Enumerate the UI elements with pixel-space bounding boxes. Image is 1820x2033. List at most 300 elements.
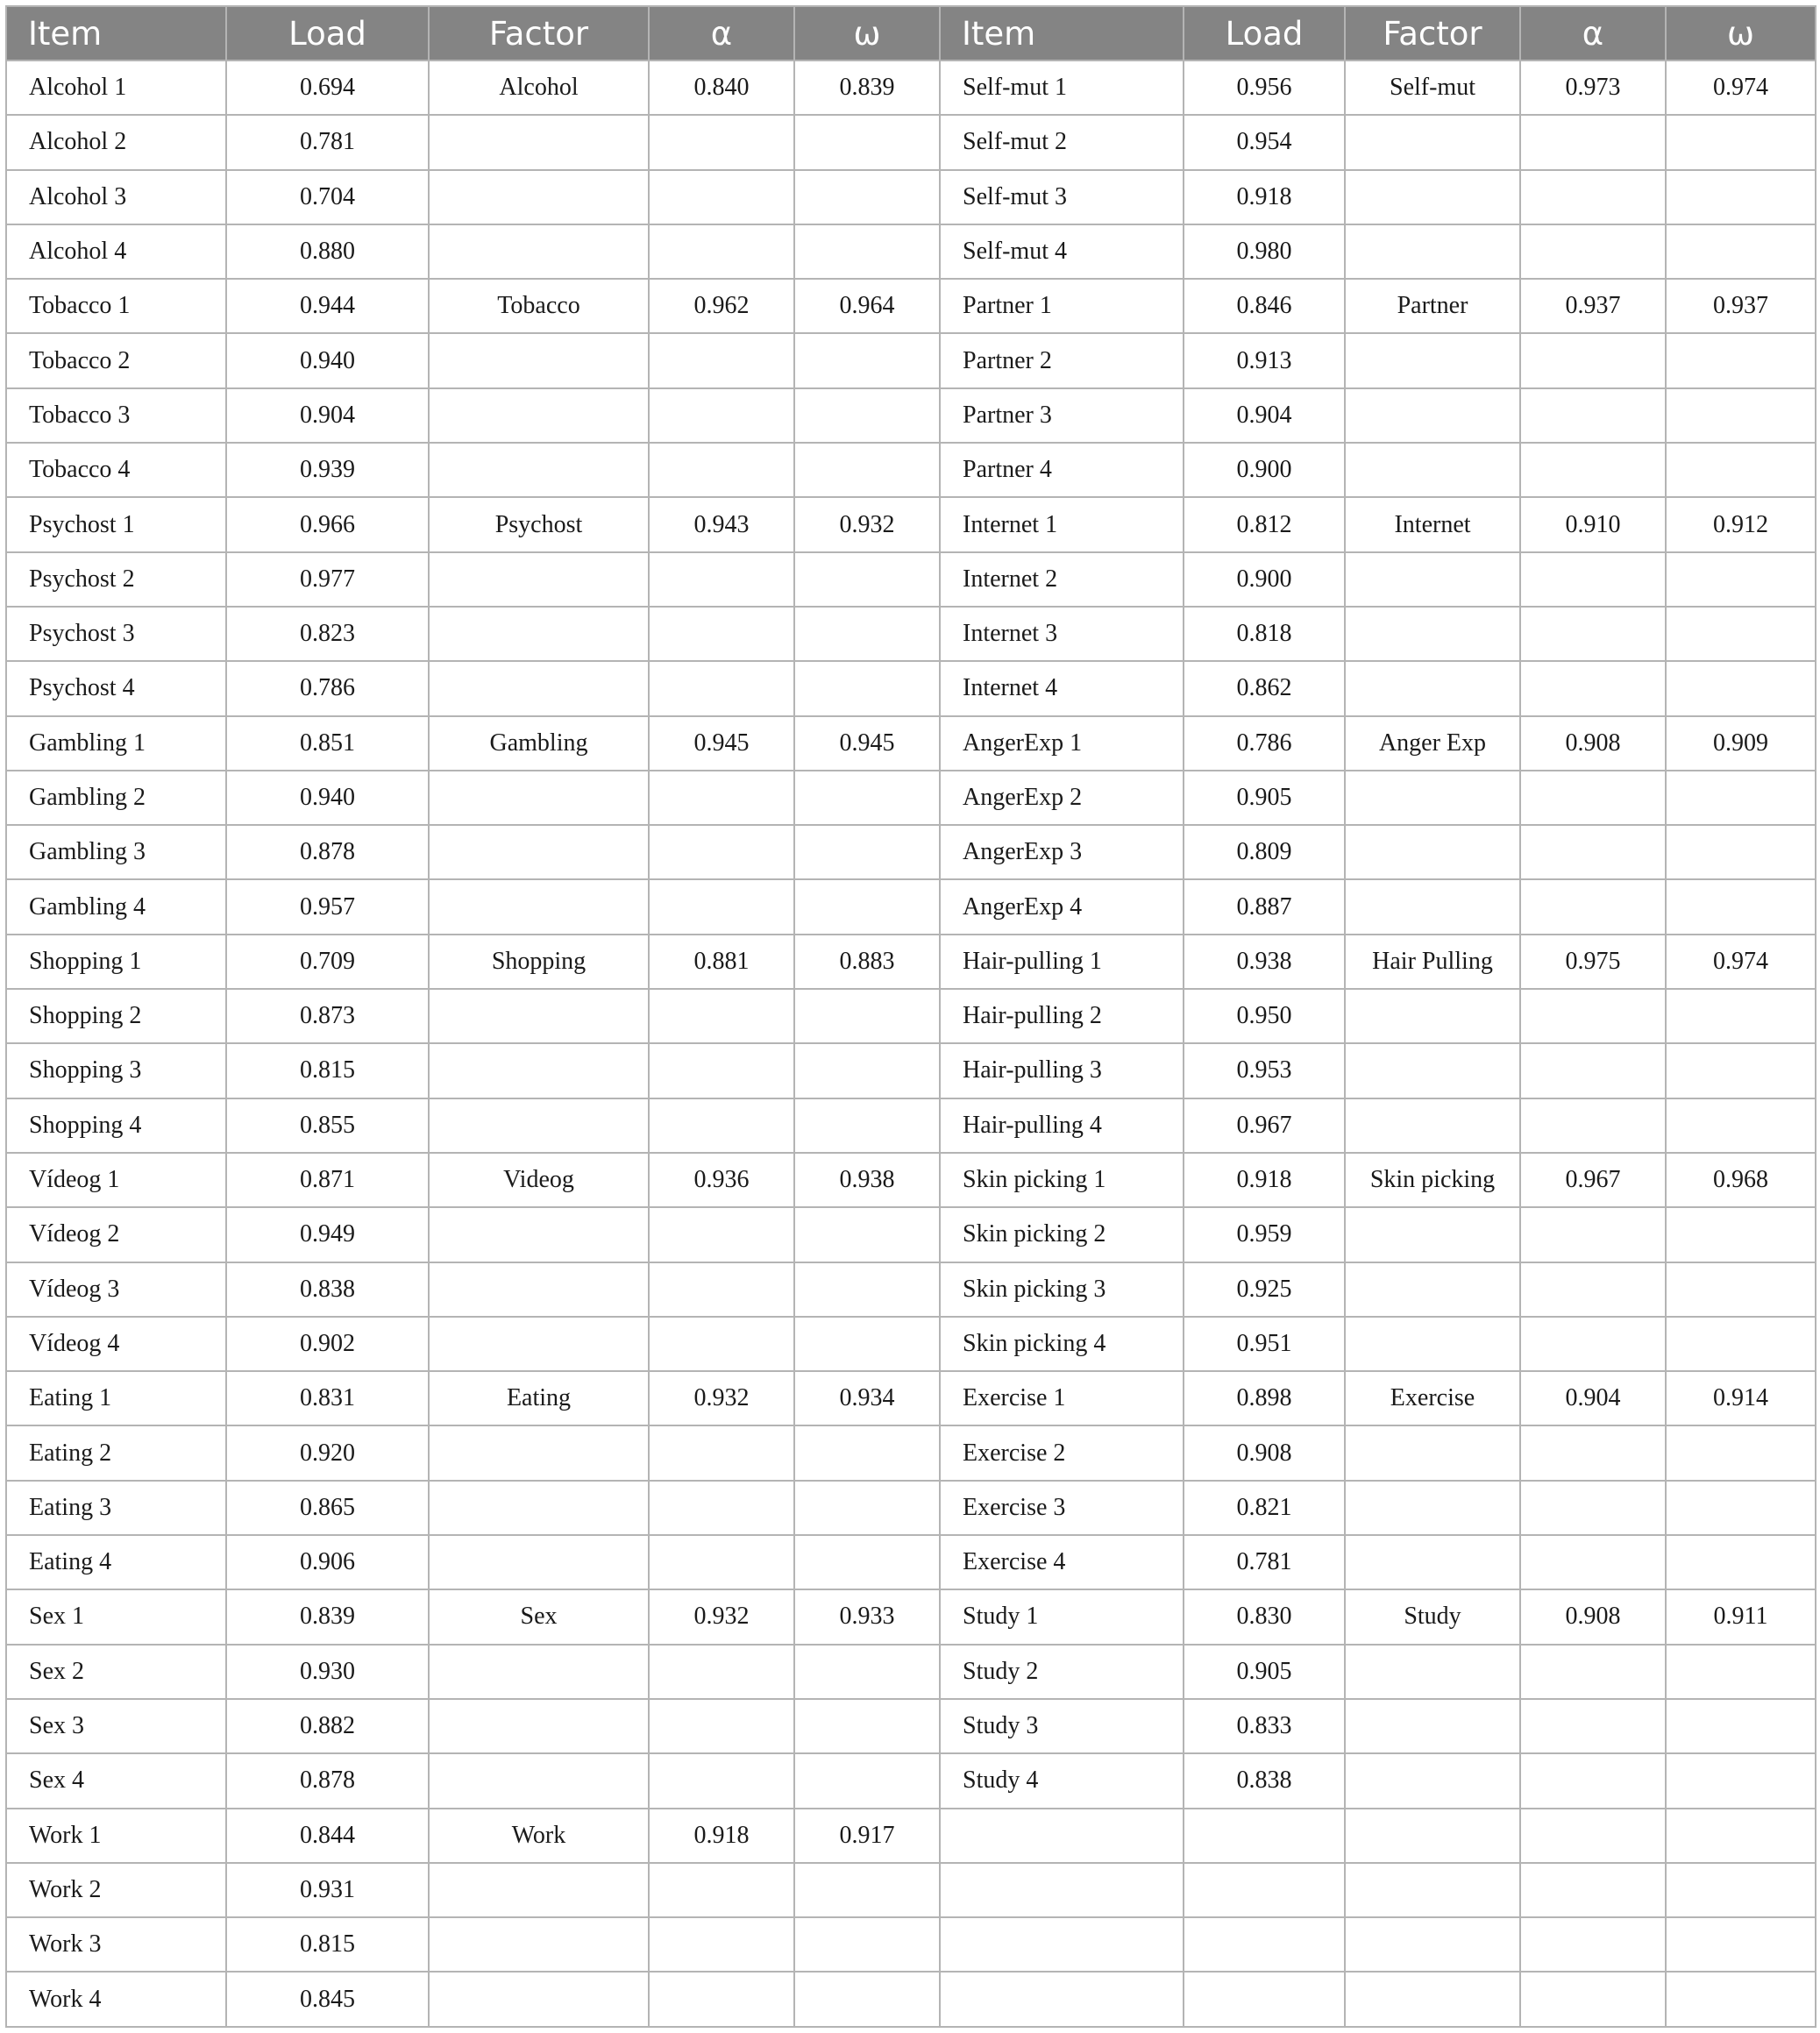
cell-factor-right — [1345, 1972, 1520, 2026]
cell-omega-right — [1666, 1043, 1816, 1098]
cell-omega-left — [794, 879, 940, 934]
table-row — [6, 1153, 1816, 1207]
cell-load-right — [1184, 1917, 1345, 1972]
cell-load-right — [1184, 1809, 1345, 1863]
cell-alpha-right: 0.908 — [1520, 1589, 1666, 1644]
cell-alpha-right — [1520, 115, 1666, 169]
cell-item-left: Eating 1 — [6, 1371, 226, 1425]
cell-alpha-right — [1520, 661, 1666, 715]
cell-alpha-right — [1520, 1262, 1666, 1317]
table-row — [6, 1262, 1816, 1317]
cell-item-left: Gambling 3 — [6, 825, 226, 879]
cell-load-left: 0.906 — [226, 1535, 429, 1589]
cell-load-left: 0.878 — [226, 825, 429, 879]
cell-factor-right — [1345, 1699, 1520, 1753]
cell-factor-right — [1345, 1481, 1520, 1535]
cell-factor-right: Internet — [1345, 497, 1520, 551]
cell-omega-left — [794, 989, 940, 1043]
cell-item-left: Vídeog 2 — [6, 1207, 226, 1262]
cell-factor-left — [429, 1535, 649, 1589]
cell-omega-left — [794, 1917, 940, 1972]
cell-omega-left — [794, 1425, 940, 1480]
cell-alpha-left — [649, 1481, 794, 1535]
cell-item-right: Self-mut 1 — [940, 60, 1184, 115]
cell-factor-right — [1345, 1207, 1520, 1262]
cell-item-left: Shopping 3 — [6, 1043, 226, 1098]
cell-load-left: 0.966 — [226, 497, 429, 551]
cell-omega-right: 0.974 — [1666, 935, 1816, 989]
cell-omega-left — [794, 552, 940, 607]
cell-load-left: 0.845 — [226, 1972, 429, 2026]
cell-item-left: Shopping 2 — [6, 989, 226, 1043]
table-row — [6, 443, 1816, 497]
cell-omega-right — [1666, 825, 1816, 879]
cell-alpha-left — [649, 1098, 794, 1153]
cell-omega-right — [1666, 443, 1816, 497]
cell-omega-left: 0.883 — [794, 935, 940, 989]
cell-omega-left — [794, 1863, 940, 1917]
cell-factor-left — [429, 1043, 649, 1098]
cell-alpha-right — [1520, 552, 1666, 607]
cell-alpha-left — [649, 1425, 794, 1480]
cell-item-left: Work 2 — [6, 1863, 226, 1917]
cell-load-left: 0.831 — [226, 1371, 429, 1425]
cell-load-right: 0.809 — [1184, 825, 1345, 879]
cell-factor-right — [1345, 879, 1520, 934]
table-row — [6, 60, 1816, 115]
cell-item-right: Study 3 — [940, 1699, 1184, 1753]
cell-alpha-right — [1520, 1481, 1666, 1535]
cell-item-right: Hair-pulling 3 — [940, 1043, 1184, 1098]
cell-alpha-left — [649, 661, 794, 715]
cell-item-left: Psychost 3 — [6, 607, 226, 661]
header-item-right: Item — [940, 6, 1184, 60]
cell-factor-right: Exercise — [1345, 1371, 1520, 1425]
cell-item-right: Self-mut 4 — [940, 224, 1184, 279]
cell-factor-left — [429, 989, 649, 1043]
cell-factor-right — [1345, 989, 1520, 1043]
header-load-right: Load — [1184, 6, 1345, 60]
cell-omega-left — [794, 1481, 940, 1535]
table-row — [6, 1645, 1816, 1699]
cell-load-left: 0.940 — [226, 771, 429, 825]
cell-factor-left — [429, 1699, 649, 1753]
cell-factor-right — [1345, 388, 1520, 443]
cell-load-left: 0.694 — [226, 60, 429, 115]
cell-omega-right — [1666, 552, 1816, 607]
cell-factor-right — [1345, 825, 1520, 879]
cell-omega-right — [1666, 1425, 1816, 1480]
cell-alpha-right — [1520, 879, 1666, 934]
cell-item-right: Hair-pulling 4 — [940, 1098, 1184, 1153]
cell-omega-right — [1666, 607, 1816, 661]
table-row — [6, 1917, 1816, 1972]
cell-load-left: 0.838 — [226, 1262, 429, 1317]
cell-alpha-left — [649, 989, 794, 1043]
cell-item-right: Exercise 3 — [940, 1481, 1184, 1535]
cell-alpha-left: 0.918 — [649, 1809, 794, 1863]
table-row — [6, 1809, 1816, 1863]
cell-alpha-right: 0.973 — [1520, 60, 1666, 115]
cell-omega-right — [1666, 1863, 1816, 1917]
cell-item-left: Gambling 2 — [6, 771, 226, 825]
cell-omega-right — [1666, 388, 1816, 443]
cell-item-left: Sex 4 — [6, 1753, 226, 1808]
cell-omega-right — [1666, 1809, 1816, 1863]
cell-item-left: Vídeog 4 — [6, 1317, 226, 1371]
cell-omega-left — [794, 1535, 940, 1589]
cell-item-right — [940, 1917, 1184, 1972]
cell-item-right: Self-mut 3 — [940, 170, 1184, 224]
cell-omega-right: 0.914 — [1666, 1371, 1816, 1425]
cell-alpha-left — [649, 333, 794, 387]
cell-omega-left — [794, 443, 940, 497]
cell-alpha-left — [649, 115, 794, 169]
cell-alpha-right — [1520, 388, 1666, 443]
cell-item-right: Exercise 1 — [940, 1371, 1184, 1425]
cell-omega-left: 0.933 — [794, 1589, 940, 1644]
cell-item-right: Skin picking 4 — [940, 1317, 1184, 1371]
cell-item-left: Tobacco 1 — [6, 279, 226, 333]
cell-load-left: 0.815 — [226, 1043, 429, 1098]
cell-alpha-left — [649, 1262, 794, 1317]
cell-item-right: Self-mut 2 — [940, 115, 1184, 169]
cell-alpha-left: 0.881 — [649, 935, 794, 989]
cell-alpha-right — [1520, 1809, 1666, 1863]
cell-load-left: 0.871 — [226, 1153, 429, 1207]
cell-factor-right — [1345, 1262, 1520, 1317]
cell-omega-right — [1666, 224, 1816, 279]
cell-item-left: Shopping 4 — [6, 1098, 226, 1153]
table-row — [6, 333, 1816, 387]
cell-alpha-right — [1520, 1098, 1666, 1153]
cell-load-right: 0.846 — [1184, 279, 1345, 333]
cell-alpha-left — [649, 771, 794, 825]
cell-item-right: Study 2 — [940, 1645, 1184, 1699]
table-row — [6, 552, 1816, 607]
cell-load-right: 0.905 — [1184, 1645, 1345, 1699]
cell-item-left: Work 4 — [6, 1972, 226, 2026]
table-body — [6, 60, 1816, 2027]
cell-load-left: 0.865 — [226, 1481, 429, 1535]
cell-omega-left — [794, 1972, 940, 2026]
cell-alpha-right — [1520, 1425, 1666, 1480]
cell-item-left: Work 3 — [6, 1917, 226, 1972]
cell-item-right: Skin picking 2 — [940, 1207, 1184, 1262]
table-row — [6, 1481, 1816, 1535]
cell-factor-left: Sex — [429, 1589, 649, 1644]
header-load-left: Load — [226, 6, 429, 60]
table-row — [6, 170, 1816, 224]
cell-item-left: Eating 4 — [6, 1535, 226, 1589]
table-header — [6, 6, 1816, 60]
cell-omega-right — [1666, 115, 1816, 169]
cell-load-left: 0.844 — [226, 1809, 429, 1863]
cell-factor-left — [429, 661, 649, 715]
cell-alpha-left — [649, 1699, 794, 1753]
cell-item-right — [940, 1972, 1184, 2026]
cell-load-right: 0.918 — [1184, 1153, 1345, 1207]
table-row — [6, 115, 1816, 169]
cell-alpha-right — [1520, 1317, 1666, 1371]
cell-item-left: Work 1 — [6, 1809, 226, 1863]
cell-omega-right — [1666, 1262, 1816, 1317]
cell-load-left: 0.957 — [226, 879, 429, 934]
cell-item-left: Tobacco 2 — [6, 333, 226, 387]
cell-item-left: Eating 2 — [6, 1425, 226, 1480]
header-item-left: Item — [6, 6, 226, 60]
table-row — [6, 1098, 1816, 1153]
cell-item-left: Eating 3 — [6, 1481, 226, 1535]
cell-alpha-right — [1520, 825, 1666, 879]
cell-factor-left: Psychost — [429, 497, 649, 551]
table-row — [6, 989, 1816, 1043]
table-row — [6, 1753, 1816, 1808]
cell-alpha-right: 0.908 — [1520, 716, 1666, 771]
cell-load-right — [1184, 1863, 1345, 1917]
cell-omega-right — [1666, 879, 1816, 934]
cell-omega-right — [1666, 1972, 1816, 2026]
cell-factor-right: Self-mut — [1345, 60, 1520, 115]
cell-factor-left — [429, 115, 649, 169]
cell-load-left: 0.930 — [226, 1645, 429, 1699]
cell-load-right: 0.900 — [1184, 552, 1345, 607]
table-row — [6, 1699, 1816, 1753]
cell-omega-left — [794, 115, 940, 169]
cell-omega-left — [794, 1753, 940, 1808]
cell-alpha-right — [1520, 1535, 1666, 1589]
cell-factor-right — [1345, 1917, 1520, 1972]
cell-load-left: 0.931 — [226, 1863, 429, 1917]
cell-factor-right: Skin picking — [1345, 1153, 1520, 1207]
cell-factor-left — [429, 170, 649, 224]
cell-alpha-right — [1520, 224, 1666, 279]
cell-factor-right — [1345, 771, 1520, 825]
table-row — [6, 661, 1816, 715]
cell-omega-left — [794, 1207, 940, 1262]
table-row — [6, 1317, 1816, 1371]
cell-factor-left — [429, 1917, 649, 1972]
table-row — [6, 388, 1816, 443]
cell-factor-left — [429, 1645, 649, 1699]
cell-item-left: Psychost 2 — [6, 552, 226, 607]
cell-factor-right — [1345, 607, 1520, 661]
header-factor-left: Factor — [429, 6, 649, 60]
cell-omega-left — [794, 1043, 940, 1098]
cell-alpha-left — [649, 879, 794, 934]
cell-alpha-right — [1520, 443, 1666, 497]
cell-alpha-right — [1520, 1699, 1666, 1753]
cell-alpha-right: 0.904 — [1520, 1371, 1666, 1425]
cell-alpha-left — [649, 1972, 794, 2026]
cell-alpha-left — [649, 170, 794, 224]
cell-load-right: 0.918 — [1184, 170, 1345, 224]
cell-load-left: 0.880 — [226, 224, 429, 279]
cell-factor-left — [429, 1481, 649, 1535]
cell-alpha-right: 0.975 — [1520, 935, 1666, 989]
cell-factor-left: Work — [429, 1809, 649, 1863]
cell-load-right: 0.781 — [1184, 1535, 1345, 1589]
cell-alpha-left: 0.943 — [649, 497, 794, 551]
cell-alpha-right — [1520, 1043, 1666, 1098]
cell-load-left: 0.786 — [226, 661, 429, 715]
header-alpha-right: α — [1520, 6, 1666, 60]
cell-item-right: Internet 2 — [940, 552, 1184, 607]
cell-item-left: Tobacco 3 — [6, 388, 226, 443]
cell-omega-right — [1666, 1207, 1816, 1262]
cell-omega-left — [794, 333, 940, 387]
cell-load-right: 0.938 — [1184, 935, 1345, 989]
cell-load-right: 0.954 — [1184, 115, 1345, 169]
cell-factor-left — [429, 224, 649, 279]
cell-alpha-left: 0.945 — [649, 716, 794, 771]
cell-omega-left: 0.934 — [794, 1371, 940, 1425]
cell-item-right: Partner 1 — [940, 279, 1184, 333]
cell-load-right: 0.887 — [1184, 879, 1345, 934]
cell-alpha-left — [649, 1863, 794, 1917]
cell-omega-right — [1666, 1645, 1816, 1699]
cell-factor-left — [429, 1317, 649, 1371]
cell-omega-right: 0.937 — [1666, 279, 1816, 333]
table-row — [6, 879, 1816, 934]
cell-factor-left — [429, 771, 649, 825]
cell-item-left: Alcohol 2 — [6, 115, 226, 169]
cell-factor-left — [429, 607, 649, 661]
cell-omega-right — [1666, 1699, 1816, 1753]
cell-factor-left — [429, 879, 649, 934]
cell-item-right: Study 4 — [940, 1753, 1184, 1808]
table-row — [6, 1371, 1816, 1425]
cell-alpha-left: 0.936 — [649, 1153, 794, 1207]
cell-alpha-left: 0.932 — [649, 1371, 794, 1425]
cell-load-right: 0.830 — [1184, 1589, 1345, 1644]
cell-omega-right — [1666, 1098, 1816, 1153]
cell-load-left: 0.851 — [226, 716, 429, 771]
cell-factor-left — [429, 825, 649, 879]
cell-load-right: 0.953 — [1184, 1043, 1345, 1098]
cell-omega-right — [1666, 170, 1816, 224]
cell-factor-left: Tobacco — [429, 279, 649, 333]
cell-load-left: 0.823 — [226, 607, 429, 661]
cell-factor-right — [1345, 1043, 1520, 1098]
cell-item-left: Gambling 1 — [6, 716, 226, 771]
cell-factor-left — [429, 1753, 649, 1808]
cell-omega-left — [794, 1262, 940, 1317]
cell-omega-right — [1666, 333, 1816, 387]
cell-load-right: 0.904 — [1184, 388, 1345, 443]
cell-alpha-right — [1520, 1863, 1666, 1917]
cell-alpha-right — [1520, 1972, 1666, 2026]
cell-alpha-right — [1520, 1645, 1666, 1699]
cell-item-left: Sex 2 — [6, 1645, 226, 1699]
cell-load-right: 0.900 — [1184, 443, 1345, 497]
cell-omega-left — [794, 1317, 940, 1371]
cell-item-left: Alcohol 4 — [6, 224, 226, 279]
cell-alpha-left — [649, 1207, 794, 1262]
cell-load-left: 0.781 — [226, 115, 429, 169]
table-row — [6, 935, 1816, 989]
cell-factor-right: Partner — [1345, 279, 1520, 333]
cell-factor-right — [1345, 1535, 1520, 1589]
cell-alpha-right — [1520, 1917, 1666, 1972]
cell-alpha-right — [1520, 607, 1666, 661]
cell-load-right: 0.908 — [1184, 1425, 1345, 1480]
cell-alpha-right: 0.967 — [1520, 1153, 1666, 1207]
cell-factor-left — [429, 552, 649, 607]
header-alpha-left: α — [649, 6, 794, 60]
cell-load-left: 0.920 — [226, 1425, 429, 1480]
cell-alpha-left — [649, 1917, 794, 1972]
cell-alpha-right: 0.937 — [1520, 279, 1666, 333]
cell-omega-right: 0.911 — [1666, 1589, 1816, 1644]
cell-alpha-left — [649, 388, 794, 443]
cell-item-right: Partner 2 — [940, 333, 1184, 387]
cell-item-right: AngerExp 1 — [940, 716, 1184, 771]
table-row — [6, 1972, 1816, 2026]
cell-omega-left: 0.938 — [794, 1153, 940, 1207]
cell-alpha-left — [649, 1753, 794, 1808]
cell-alpha-left — [649, 224, 794, 279]
cell-load-right: 0.838 — [1184, 1753, 1345, 1808]
cell-omega-left — [794, 388, 940, 443]
cell-factor-right — [1345, 1098, 1520, 1153]
cell-factor-right — [1345, 170, 1520, 224]
cell-load-right: 0.818 — [1184, 607, 1345, 661]
cell-alpha-left — [649, 443, 794, 497]
cell-omega-left: 0.932 — [794, 497, 940, 551]
table-row — [6, 825, 1816, 879]
cell-omega-left — [794, 825, 940, 879]
cell-factor-right — [1345, 1753, 1520, 1808]
cell-load-left: 0.704 — [226, 170, 429, 224]
cell-alpha-left — [649, 607, 794, 661]
factor-loadings-table — [5, 5, 1816, 2028]
cell-item-left: Vídeog 3 — [6, 1262, 226, 1317]
cell-omega-left — [794, 170, 940, 224]
cell-omega-right: 0.968 — [1666, 1153, 1816, 1207]
cell-factor-left: Shopping — [429, 935, 649, 989]
table-row — [6, 497, 1816, 551]
cell-load-left: 0.944 — [226, 279, 429, 333]
cell-load-left: 0.815 — [226, 1917, 429, 1972]
cell-load-left: 0.902 — [226, 1317, 429, 1371]
cell-omega-left — [794, 224, 940, 279]
cell-load-right: 0.833 — [1184, 1699, 1345, 1753]
cell-factor-right — [1345, 1425, 1520, 1480]
cell-omega-right: 0.912 — [1666, 497, 1816, 551]
cell-factor-right — [1345, 115, 1520, 169]
cell-load-left: 0.949 — [226, 1207, 429, 1262]
cell-alpha-right — [1520, 1207, 1666, 1262]
cell-item-right: Partner 3 — [940, 388, 1184, 443]
cell-load-left: 0.940 — [226, 333, 429, 387]
cell-item-right: Partner 4 — [940, 443, 1184, 497]
table-row — [6, 1207, 1816, 1262]
cell-load-left: 0.839 — [226, 1589, 429, 1644]
table-row — [6, 1589, 1816, 1644]
cell-load-right: 0.898 — [1184, 1371, 1345, 1425]
cell-factor-left — [429, 388, 649, 443]
cell-item-left: Alcohol 1 — [6, 60, 226, 115]
cell-load-right: 0.967 — [1184, 1098, 1345, 1153]
cell-item-left: Vídeog 1 — [6, 1153, 226, 1207]
cell-omega-left — [794, 607, 940, 661]
cell-item-right: Internet 4 — [940, 661, 1184, 715]
table-row — [6, 1043, 1816, 1098]
cell-load-right: 0.980 — [1184, 224, 1345, 279]
cell-item-right: AngerExp 2 — [940, 771, 1184, 825]
cell-factor-right — [1345, 1317, 1520, 1371]
